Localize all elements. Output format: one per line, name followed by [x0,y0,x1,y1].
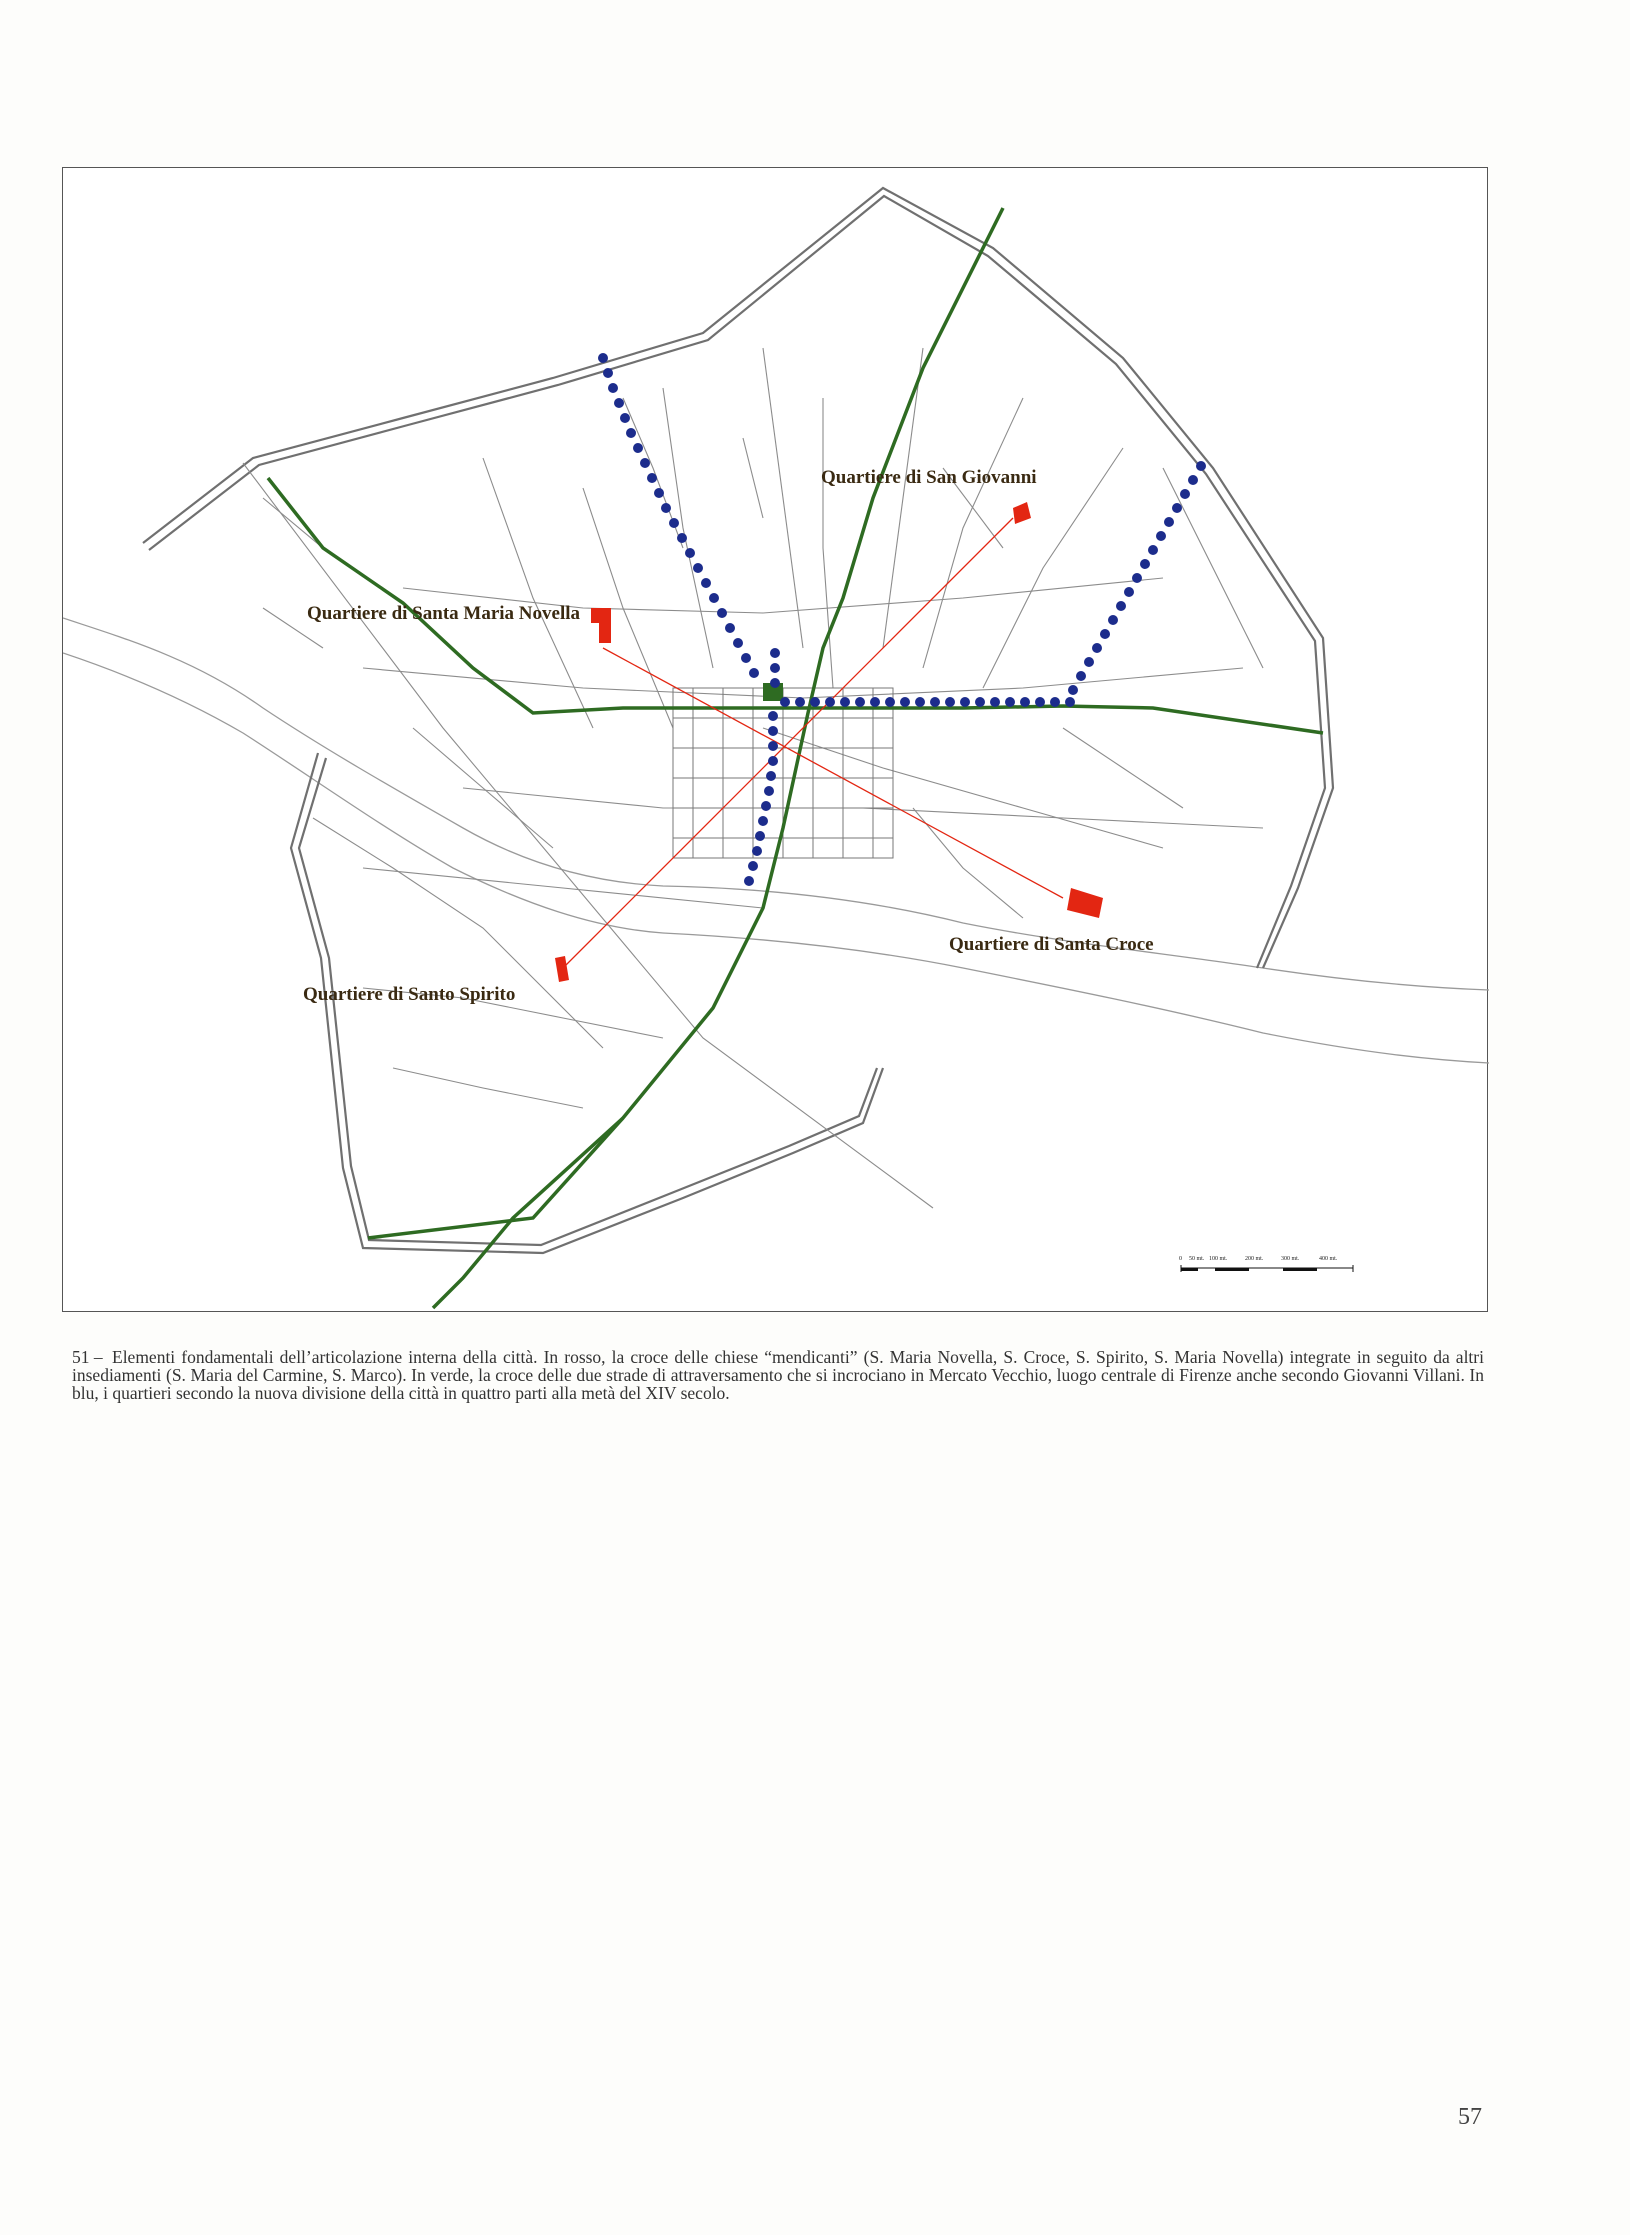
red-line-sgiovanni-sspirito [563,518,1013,968]
blue-line-ne [1068,461,1206,695]
scale-label-0: 0 [1179,1256,1182,1262]
page-number: 57 [1458,2104,1482,2130]
label-quartiere-santa-croce: Quartiere di Santa Croce [949,934,1154,955]
blue-line-nw [598,353,759,678]
label-quartiere-san-giovanni: Quartiere di San Giovanni [821,467,1037,488]
map-frame [62,167,1488,1312]
label-quartiere-santo-spirito: Quartiere di Santo Spirito [303,984,516,1005]
scale-label-400: 400 mt. [1319,1256,1338,1262]
scale-label-200: 200 mt. [1245,1256,1264,1262]
blue-line-north-stub [770,648,780,688]
figure-number: 51 – [72,1347,103,1367]
church-san-marco [1013,502,1031,524]
florence-map [63,168,1489,1313]
church-santo-spirito [555,956,569,982]
green-street-s-tail [433,1118,623,1308]
figure-caption [72,1348,1484,1402]
blue-line-south [744,711,778,886]
red-cross [555,502,1103,982]
scale-label-50: 50 mt. [1189,1256,1205,1262]
figure-caption-text: Elementi fondamentali dell’articolazione interna della città. In rosso, la croce delle chiese “mendicanti” (S. Maria Novella, S. Croce, S. Spirito, S. Maria Novella) integrate in seguito da altri insediamenti (S. Maria del Carmine, S. Marco). In verde, la croce delle due strade di attraversamento che si incrociano in Mercato Vecchio, luogo centrale di Firenze anche secondo Giovanni Villani. In blu, i quartieri secondo la nuova divisione della città in quattro parti alla metà del XIV secolo. [72,1347,1484,1403]
scale-label-300: 300 mt. [1281,1256,1300,1262]
city-walls [143,188,1333,1253]
label-quartiere-santa-maria-novella: Quartiere di Santa Maria Novella [307,603,581,624]
blue-quarter-lines [598,353,1206,886]
scale-bar [1179,1256,1353,1272]
church-santa-maria-novella [591,608,611,643]
scale-label-100: 100 mt. [1209,1256,1228,1262]
church-santa-croce [1067,888,1103,918]
